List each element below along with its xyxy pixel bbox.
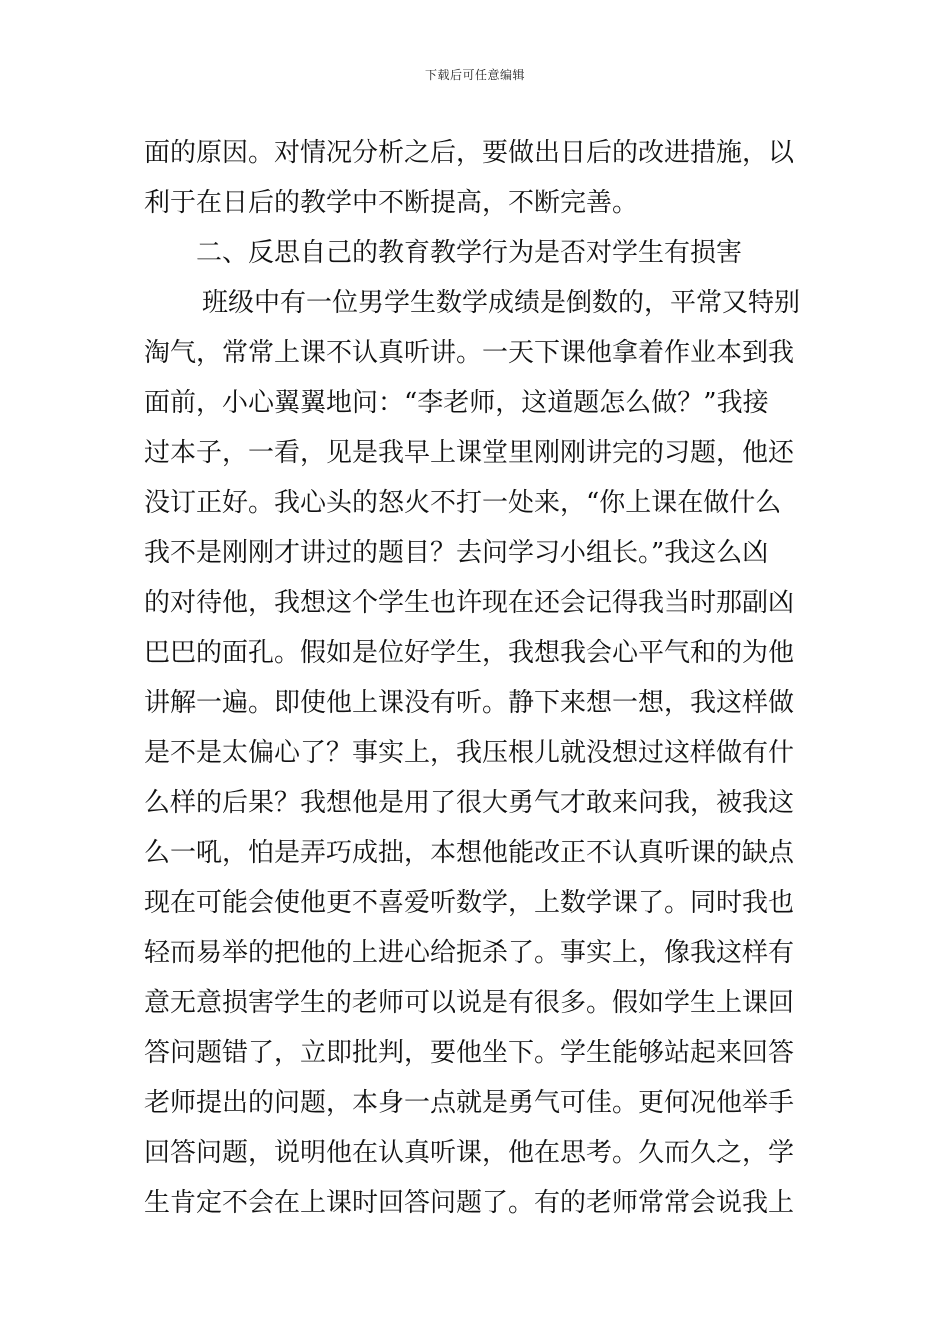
text-line: 现在可能会使他更不喜爱听数学，上数学课了。同时我也 [144,888,795,918]
body-text [144,128,808,1228]
text-line: 我不是刚刚才讲过的题目？去问学习小组长。”我这么凶 [144,538,769,568]
text-line: 老师提出的问题，本身一点就是勇气可佳。更何况他举手 [144,1088,795,1118]
page-header: 下载后可任意编辑 [424,68,525,82]
section-heading: 二、反思自己的教育教学行为是否对学生有损害 [196,238,743,268]
text-line: 面前，小心翼翼地问：“李老师，这道题怎么做？”我接 [144,388,769,418]
text-line: 淘气，常常上课不认真听讲。一天下课他拿着作业本到我 [144,338,795,368]
text-line: 讲解一遍。即使他上课没有听。静下来想一想，我这样做 [144,688,795,718]
text-line: 回答问题，说明他在认真听课，他在思考。久而久之，学 [144,1138,795,1168]
text-line: 么一吼，怕是弄巧成拙，本想他能改正不认真听课的缺点 [144,838,795,868]
text-line: 利于在日后的教学中不断提高，不断完善。 [144,188,639,218]
text-line: 过本子，一看，见是我早上课堂里刚刚讲完的习题，他还 [144,438,795,468]
text-line: 的对待他，我想这个学生也许现在还会记得我当时那副凶 [144,588,795,618]
text-line: 巴巴的面孔。假如是位好学生，我想我会心平气和的为他 [144,638,795,668]
text-line: 面的原因。对情况分析之后，要做出日后的改进措施，以 [144,138,795,168]
text-line: 班级中有一位男学生数学成绩是倒数的，平常又特别 [202,288,801,318]
text-line: 生肯定不会在上课时回答问题了。有的老师常常会说我上 [144,1188,795,1218]
text-line: 答问题错了，立即批判，要他坐下。学生能够站起来回答 [144,1038,795,1068]
text-line: 轻而易举的把他的上进心给扼杀了。事实上，像我这样有 [144,938,795,968]
text-line: 意无意损害学生的老师可以说是有很多。假如学生上课回 [144,988,795,1018]
text-line: 没订正好。我心头的怒火不打一处来，“你上课在做什么 [144,488,782,518]
text-line: 么样的后果？我想他是用了很大勇气才敢来问我，被我这 [144,788,795,818]
text-line: 是不是太偏心了？事实上，我压根儿就没想过这样做有什 [144,738,795,768]
